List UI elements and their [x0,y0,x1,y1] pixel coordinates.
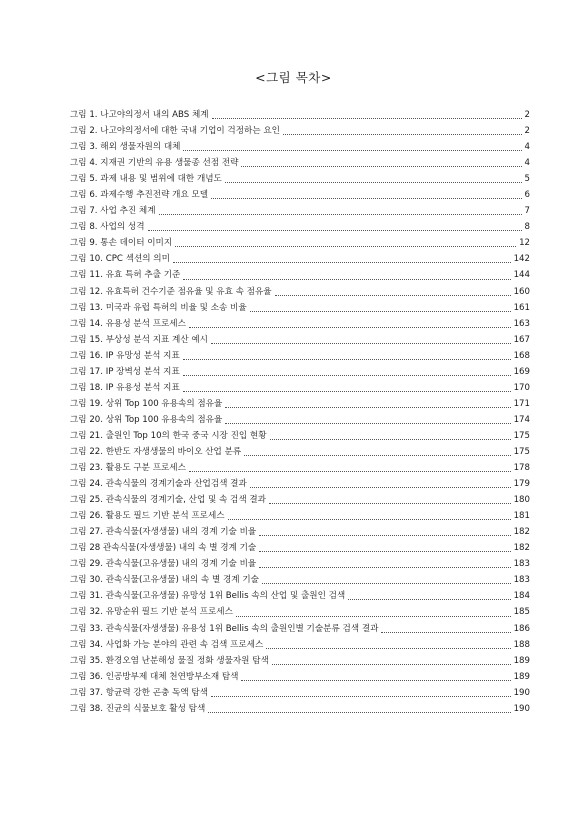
toc-entry-label: 그림 15. 부상성 분석 지표 계산 예시 [70,334,208,345]
toc-entry[interactable] [70,477,530,493]
dot-leader [259,550,510,552]
dot-leader [250,486,511,488]
toc-entry-page: 181 [513,511,530,522]
dot-leader [211,197,521,199]
toc-entry-page: 4 [524,158,530,169]
dot-leader [173,261,511,263]
toc-entry-label: 그림 29. 관속식물(고유생물) 내의 경계 기술 비율 [70,559,257,570]
dot-leader [211,695,511,697]
toc-entry-page: 182 [513,543,530,554]
toc-entry[interactable] [70,301,530,317]
toc-entry[interactable] [70,573,530,589]
toc-entry-label: 그림 3. 해외 생물자원의 대체 [70,142,181,153]
dot-leader [275,294,511,296]
toc-entry[interactable] [70,429,530,445]
dot-leader [189,326,511,328]
toc-entry[interactable] [70,188,530,204]
toc-entry-label: 그림 19. 상위 Top 100 유용속의 점유율 [70,398,223,409]
dot-leader [183,374,511,376]
toc-entry-label: 그림 34. 사업화 가능 분야의 관련 속 검색 프로세스 [70,639,264,650]
toc-entry[interactable] [70,445,530,461]
dot-leader [183,278,510,280]
toc-entry[interactable] [70,622,530,638]
toc-entry-label: 그림 25. 관속식물의 경계기술, 산업 및 속 검색 결과 [70,495,266,506]
toc-entry-page: 178 [513,463,530,474]
toc-entry-page: 4 [524,142,530,153]
toc-entry-page: 189 [513,671,530,682]
toc-entry[interactable] [70,317,530,333]
toc-entry-page: 2 [524,126,530,137]
toc-entry-page: 175 [513,430,530,441]
dot-leader [228,518,511,520]
toc-entry-page: 170 [513,382,530,393]
toc-entry-label: 그림 4. 지재권 기반의 유용 생물종 선점 전략 [70,158,239,169]
toc-entry-label: 그림 13. 미국과 유럽 특허의 비율 및 소송 비율 [70,302,247,313]
toc-entry-label: 그림 12. 유효특허 건수기준 점유율 및 유효 속 점유율 [70,286,272,297]
toc-entry-label: 그림 26. 활용도 필드 기반 분석 프로세스 [70,511,225,522]
toc-entry-page: 188 [513,639,530,650]
toc-entry[interactable] [70,220,530,236]
dot-leader [183,149,521,151]
toc-entry[interactable] [70,589,530,605]
toc-entry-label: 그림 27. 관속식물(자생생물) 내의 경계 기술 비율 [70,527,257,538]
toc-entry[interactable] [70,413,530,429]
toc-entry-page: 144 [513,270,530,281]
toc-entry-label: 그림 28 관속식물(자생생물) 내의 속 별 경계 기술 [70,543,257,554]
toc-entry-label: 그림 20. 상위 Top 100 유용속의 점유율 [70,414,223,425]
toc-entry[interactable] [70,333,530,349]
toc-entry-label: 그림 16. IP 유망성 분석 지표 [70,350,180,361]
dot-leader [225,422,510,424]
dot-leader [183,390,511,392]
toc-entry-label: 그림 5. 과제 내용 및 범위에 대한 개념도 [70,174,222,185]
dot-leader [189,470,511,472]
toc-entry-label: 그림 17. IP 장벽성 분석 지표 [70,366,180,377]
toc-entry-page: 161 [513,302,530,313]
toc-entry-label: 그림 22. 한반도 자생생물의 바이오 산업 분류 [70,446,242,457]
toc-entry-page: 142 [513,254,530,265]
toc-entry-page: 183 [513,575,530,586]
toc-entry-page: 190 [513,703,530,714]
toc-entry[interactable] [70,252,530,268]
toc-entry-page: 168 [513,350,530,361]
dot-leader [212,117,522,119]
toc-entry-page: 5 [524,174,530,185]
toc-entry[interactable] [70,461,530,477]
dot-leader [148,229,522,231]
toc-entry[interactable] [70,381,530,397]
toc-entry[interactable] [70,108,530,124]
toc-entry-page: 171 [513,398,530,409]
toc-entry-page: 6 [524,190,530,201]
toc-entry-page: 175 [513,446,530,457]
dot-leader [225,181,522,183]
toc-entry[interactable] [70,493,530,509]
toc-entry-label: 그림 35. 환경오염 난분해성 물질 정화 생물자원 탐색 [70,655,269,666]
dot-leader [270,438,511,440]
toc-entry[interactable] [70,365,530,381]
toc-entry-label: 그림 24. 관속식물의 경계기술과 산업검색 결과 [70,479,247,490]
toc-entry-label: 그림 1. 나고야의정서 내의 ABS 체계 [70,110,209,120]
dot-leader [241,165,521,167]
toc-entry[interactable] [70,156,530,172]
dot-leader [272,663,511,665]
dot-leader [183,358,511,360]
toc-entry-label: 그림 32. 유망순위 필드 기반 분석 프로세스 [70,607,233,618]
dot-leader [208,711,510,713]
toc-entry-label: 그림 6. 과제수행 추진전략 개요 모델 [70,190,209,201]
toc-entry-page: 7 [524,206,530,217]
dot-leader [244,454,510,456]
toc-entry-label: 그림 31. 관속식물(고유생물) 유망성 1위 Bellis 속의 산업 및 출원인 검색 [70,591,346,602]
page-title: <그림 목차> [255,70,332,85]
toc-entry-label: 그림 37. 항균력 강한 곤충 독액 탐색 [70,687,208,698]
toc-entry-page: 185 [513,607,530,618]
dot-leader [348,598,510,600]
toc-entry[interactable] [70,670,530,686]
toc-entry-label: 그림 33. 관속식물(자생생물) 유용성 1위 Bellis 속의 출원인별 기술분류 검색 결과 [70,623,379,634]
toc-entry-page: 184 [513,591,530,602]
toc-entry-page: 12 [519,238,530,249]
dot-leader [241,679,510,681]
toc-entry[interactable] [70,702,530,718]
toc-entry-label: 그림 7. 사업 추진 체계 [70,206,156,217]
toc-entry-page: 186 [513,623,530,634]
toc-entry[interactable] [70,140,530,156]
toc-entry-label: 그림 38. 진균의 식물보호 활성 탐색 [70,703,206,714]
toc-entry-label: 그림 36. 인공방부제 대체 천연방부소재 탐색 [70,671,239,682]
toc-entry-page: 174 [513,414,530,425]
toc-entry[interactable] [70,397,530,413]
dot-leader [266,647,510,649]
toc-entry-label: 그림 18. IP 유용성 분석 지표 [70,382,180,393]
figure-list [70,108,530,718]
toc-entry-page: 189 [513,655,530,666]
dot-leader [262,582,511,584]
dot-leader [283,133,522,135]
toc-entry[interactable] [70,172,530,188]
toc-entry-label: 그림 30. 관속식물(고유생물) 내의 속 별 경계 기술 [70,575,259,586]
dot-leader [159,213,522,215]
toc-entry-page: 2 [524,110,530,120]
toc-entry[interactable] [70,654,530,670]
toc-entry-page: 182 [513,527,530,538]
toc-entry-label: 그림 9. 통손 데이터 이미지 [70,238,173,249]
toc-entry[interactable] [70,525,530,541]
toc-entry[interactable] [70,268,530,284]
toc-entry-page: 179 [513,479,530,490]
toc-entry-page: 160 [513,286,530,297]
dot-leader [259,534,510,536]
toc-entry[interactable] [70,236,530,252]
toc-entry[interactable] [70,541,530,557]
toc-entry[interactable] [70,557,530,573]
toc-entry[interactable] [70,349,530,365]
toc-entry-page: 169 [513,366,530,377]
dot-leader [225,406,510,408]
toc-entry-page: 190 [513,687,530,698]
dot-leader [211,342,511,344]
dot-leader [250,310,511,312]
toc-entry-label: 그림 21. 출원인 Top 10의 한국 중국 시장 진입 현황 [70,430,267,441]
toc-entry[interactable] [70,204,530,220]
toc-entry-page: 167 [513,334,530,345]
dot-leader [175,245,516,247]
toc-entry-page: 163 [513,318,530,329]
toc-entry-label: 그림 10. CPC 섹션의 의미 [70,254,170,265]
dot-leader [259,566,510,568]
dot-leader [236,615,511,617]
toc-entry[interactable] [70,638,530,654]
dot-leader [381,631,510,633]
toc-entry[interactable] [70,686,530,702]
toc-entry[interactable] [70,124,530,140]
dot-leader [269,502,511,504]
toc-entry[interactable] [70,605,530,621]
toc-entry-page: 8 [524,222,530,233]
toc-entry-page: 183 [513,559,530,570]
toc-entry-page: 180 [513,495,530,506]
toc-entry-label: 그림 2. 나고야의정서에 대한 국내 기업이 걱정하는 요인 [70,126,280,137]
toc-entry-label: 그림 23. 활용도 구분 프로세스 [70,463,186,474]
toc-entry-label: 그림 14. 유용성 분석 프로세스 [70,318,186,329]
toc-entry[interactable] [70,509,530,525]
toc-entry[interactable] [70,285,530,301]
toc-entry-label: 그림 11. 유효 특허 추출 기준 [70,270,181,281]
toc-entry-label: 그림 8. 사업의 성격 [70,222,145,233]
